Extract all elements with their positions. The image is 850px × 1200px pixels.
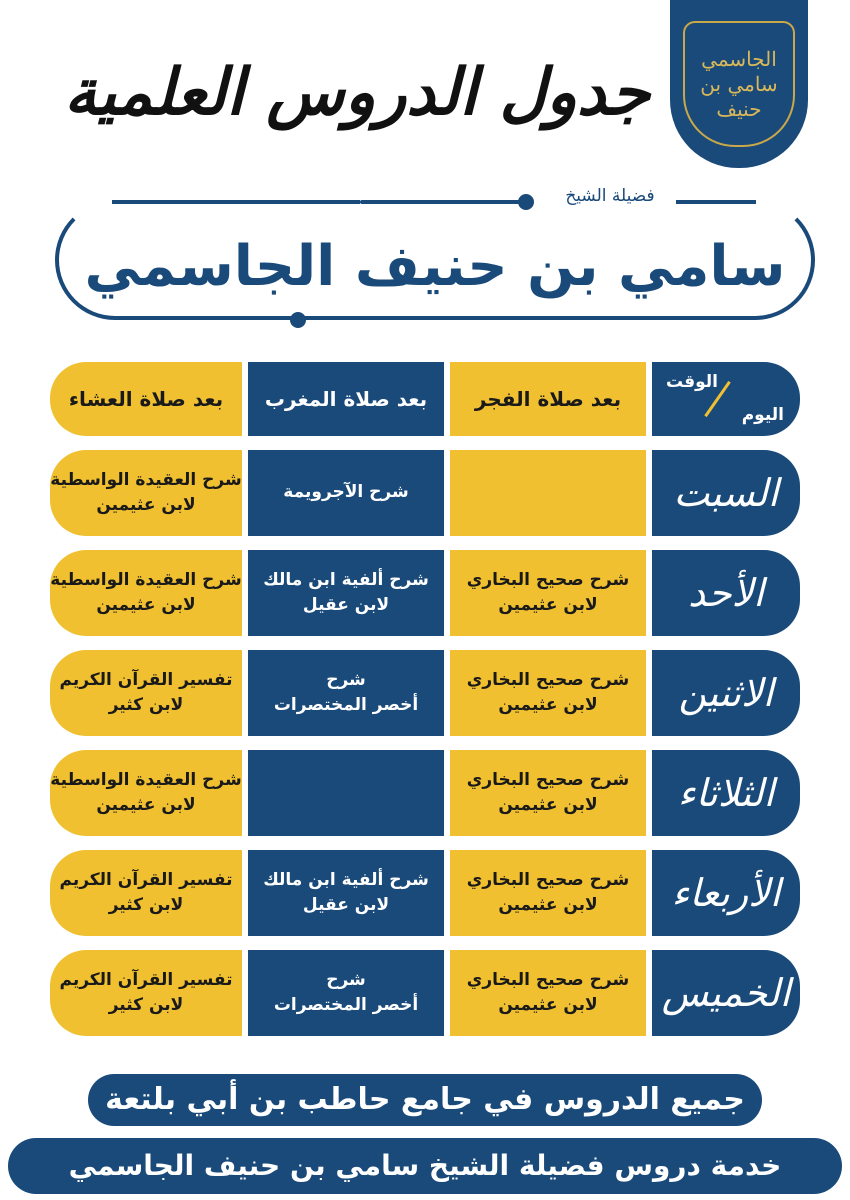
lesson-title: شرح الآجرويمة <box>283 482 409 503</box>
lesson-cell-fajr <box>450 650 646 736</box>
lesson-cell-maghrib <box>248 450 444 536</box>
lesson-author: لابن كثير <box>108 695 184 715</box>
lesson-author: لابن عثيمين <box>498 595 598 615</box>
corner-time-label: الوقت <box>666 372 718 392</box>
lesson-title: شرح العقيدة الواسطية <box>50 469 242 490</box>
column-header-maghrib: بعد صلاة المغرب <box>248 362 444 436</box>
lesson-cell-isha <box>50 650 242 736</box>
column-header-isha: بعد صلاة العشاء <box>50 362 242 436</box>
lesson-title: شرح <box>326 669 366 690</box>
logo-emblem <box>670 0 808 168</box>
lesson-cell-isha <box>50 750 242 836</box>
sheikh-name: سامي بن حنيف الجاسمي <box>84 234 786 299</box>
lesson-cell-isha <box>50 950 242 1036</box>
frame-line-top <box>360 200 530 204</box>
lesson-cell-fajr <box>450 450 646 536</box>
day-cell-sunday: الأحد <box>652 550 800 636</box>
lesson-title: شرح صحيح البخاري <box>466 569 630 590</box>
day-cell-monday: الاثنين <box>652 650 800 736</box>
lesson-author: لابن كثير <box>108 895 184 915</box>
lesson-author: لابن كثير <box>108 995 184 1015</box>
lesson-author: أخصر المختصرات <box>273 695 419 715</box>
lesson-title: شرح صحيح البخاري <box>466 869 630 890</box>
day-cell-wednesday: الأربعاء <box>652 850 800 936</box>
day-cell-tuesday: الثلاثاء <box>652 750 800 836</box>
lesson-title: شرح صحيح البخاري <box>466 769 630 790</box>
sheikh-label: فضيلة الشيخ <box>565 186 655 206</box>
lesson-title: شرح صحيح البخاري <box>466 669 630 690</box>
lesson-author: لابن عثيمين <box>498 695 598 715</box>
lesson-author: لابن عثيمين <box>498 795 598 815</box>
lesson-cell-maghrib <box>248 650 444 736</box>
lesson-cell-fajr <box>450 850 646 936</box>
lesson-cell-isha <box>50 850 242 936</box>
lesson-title: شرح العقيدة الواسطية <box>50 569 242 590</box>
lesson-cell-maghrib <box>248 750 444 836</box>
lesson-title: شرح ألفية ابن مالك <box>263 569 429 590</box>
location-banner: جميع الدروس في جامع حاطب بن أبي بلتعة <box>88 1074 762 1126</box>
logo-text: الجاسمي سامي بن حنيف <box>683 21 795 147</box>
page-title: جدول الدروس العلمية <box>64 55 650 130</box>
lesson-cell-maghrib <box>248 850 444 936</box>
lesson-author: لابن عثيمين <box>96 795 196 815</box>
lesson-author: لابن عثيمين <box>498 895 598 915</box>
lesson-title: شرح صحيح البخاري <box>466 969 630 990</box>
lesson-cell-fajr <box>450 550 646 636</box>
lesson-title: شرح العقيدة الواسطية <box>50 769 242 790</box>
lesson-author: لابن عقيل <box>302 595 390 615</box>
lesson-title: تفسير القرآن الكريم <box>59 669 233 690</box>
lesson-title: تفسير القرآن الكريم <box>59 969 233 990</box>
service-banner: خدمة دروس فضيلة الشيخ سامي بن حنيف الجاسمي <box>8 1138 842 1194</box>
day-cell-saturday: السبت <box>652 450 800 536</box>
corner-header <box>652 362 800 436</box>
frame-dot-bottom <box>290 312 306 328</box>
lesson-title: تفسير القرآن الكريم <box>59 869 233 890</box>
lesson-cell-fajr <box>450 750 646 836</box>
lesson-author: لابن عقيل <box>302 895 390 915</box>
lesson-cell-isha <box>50 450 242 536</box>
lesson-author: لابن عثيمين <box>96 595 196 615</box>
frame-line-right <box>676 200 756 204</box>
lesson-cell-maghrib <box>248 950 444 1036</box>
column-header-fajr: بعد صلاة الفجر <box>450 362 646 436</box>
day-cell-thursday: الخميس <box>652 950 800 1036</box>
lesson-cell-isha <box>50 550 242 636</box>
lesson-author: لابن عثيمين <box>498 995 598 1015</box>
lesson-cell-maghrib <box>248 550 444 636</box>
lesson-cell-fajr <box>450 950 646 1036</box>
lesson-author: لابن عثيمين <box>96 495 196 515</box>
frame-dot-top <box>518 194 534 210</box>
lesson-title: شرح ألفية ابن مالك <box>263 869 429 890</box>
lesson-author: أخصر المختصرات <box>273 995 419 1015</box>
corner-day-label: اليوم <box>741 404 784 425</box>
frame-line-left <box>112 200 360 204</box>
lesson-title: شرح <box>326 969 366 990</box>
